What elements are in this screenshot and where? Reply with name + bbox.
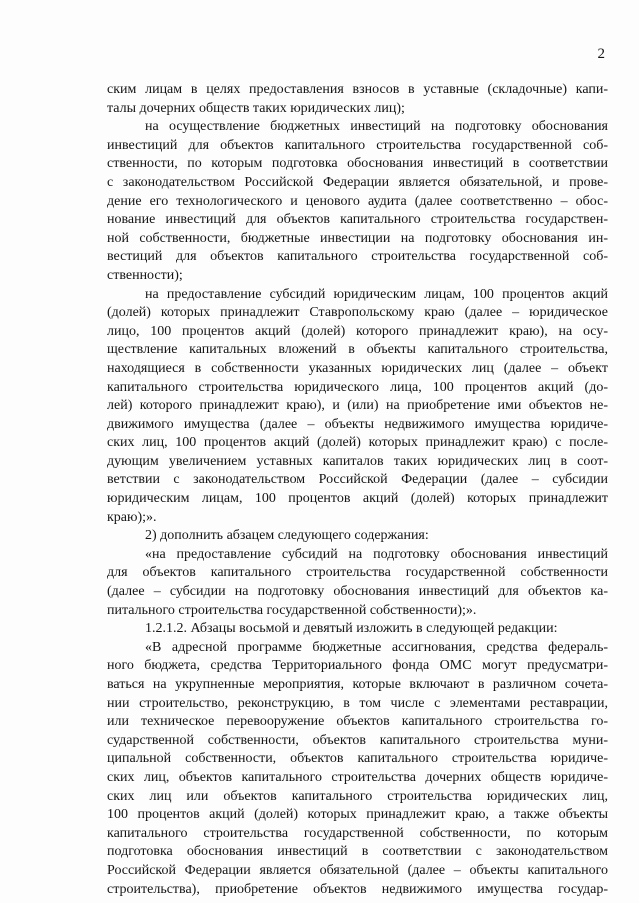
- text-line: движимого имущества (далее – объекты недвижимого имущества юридиче-: [107, 416, 608, 432]
- text-line: Российской Федерации является обязательной (далее – объекты капитального: [107, 862, 608, 878]
- text-line: ских лиц, 100 процентов акций (долей) которых принадлежит краю) с после-: [107, 435, 608, 451]
- text-line: ваться на укрупненные мероприятия, которые включают в различном сочета-: [107, 677, 608, 692]
- text-line: 2) дополнить абзацем следующего содержания:: [145, 528, 429, 544]
- text-line: на предоставление субсидий юридическим лицам, 100 процентов акций: [145, 286, 608, 302]
- text-line: на осуществление бюджетных инвестиций на подготовку обоснования: [145, 119, 608, 135]
- text-line: нование инвестиций для объектов капитального строительства государствен-: [107, 212, 608, 228]
- text-line: «В адресной программе бюджетные ассигнования, средства федераль-: [145, 639, 608, 655]
- text-line: питального строительства государственной собственности);».: [107, 602, 477, 618]
- text-line: капитального строительства юридического лица, 100 процентов акций (до-: [107, 379, 608, 395]
- text-line: ским лицам в целях предоставления взносов в уставные (складочные) капи-: [107, 82, 608, 97]
- text-line: для объектов капитального строительства государственной собственности: [107, 565, 608, 581]
- text-line: ских лиц, объектов капитального строительства дочерних обществ юридиче-: [107, 769, 608, 785]
- text-line: краю);».: [107, 509, 157, 525]
- text-line: ной собственности, бюджетные инвестиции на подготовку обоснования ин-: [107, 230, 608, 246]
- text-line: ственности);: [107, 267, 183, 283]
- text-line: подготовка обоснования инвестиций в соответствии с законодательством: [107, 844, 608, 860]
- text-line: 1.2.1.2. Абзацы восьмой и девятый изложить в следующей редакции:: [145, 621, 558, 637]
- text-line: юридическим лицам, 100 процентов акций (долей) которых принадлежит: [107, 491, 608, 507]
- text-line: ственности, по которым подготовка обоснования инвестиций в соответствии: [107, 156, 608, 172]
- text-line: с законодательством Российской Федерации является обязательной, и прове-: [107, 174, 608, 190]
- text-line: сударственной собственности, объектов капитального строительства муни-: [107, 732, 608, 748]
- document-body: [107, 81, 608, 899]
- text-line: ществление капитальных вложений в объекты капитального строительства,: [107, 342, 608, 358]
- text-line: лей) которого принадлежит краю), и (или) на приобретение ими объектов не-: [107, 398, 608, 414]
- text-line: капитального строительства государственной собственности, по которым: [107, 825, 608, 841]
- text-line: находящиеся в собственности указанных юридических лиц (далее – объект: [107, 360, 608, 376]
- text-line: вестиций для объектов капитального строительства государственной соб-: [107, 249, 608, 265]
- text-line: (далее – субсидии на подготовку обоснования инвестиций для объектов ка-: [107, 584, 608, 600]
- text-line: талы дочерних обществ таких юридических лиц);: [107, 100, 405, 116]
- text-line: лицо, 100 процентов акций (долей) которого принадлежит краю), на осу-: [107, 323, 608, 339]
- text-line: дение его технологического и ценового аудита (далее соответственно – обос-: [107, 193, 608, 209]
- text-line: строительства), приобретение объектов недвижимого имущества государ-: [107, 881, 608, 897]
- text-line: ципальной собственности, объектов капитального строительства юридиче-: [107, 751, 608, 767]
- page-number: 2: [597, 46, 605, 62]
- text-line: ветствии с законодательством Российской Федерации (далее – субсидии: [107, 472, 608, 488]
- text-line: дующим увеличением уставных капиталов таких юридических лиц в соот-: [107, 453, 608, 469]
- text-line: нии строительство, реконструкцию, в том числе с элементами реставрации,: [107, 695, 608, 711]
- text-line: инвестиций для объектов капитального строительства государственной соб-: [107, 137, 608, 153]
- text-line: «на предоставление субсидий на подготовку обоснования инвестиций: [145, 546, 608, 562]
- text-line: или техническое перевооружение объектов капитального строительства го-: [107, 714, 608, 730]
- text-line: ного бюджета, средства Территориального фонда ОМС могут предусматри-: [107, 658, 608, 674]
- text-line: (долей) которых принадлежит Ставропольскому краю (далее – юридическое: [107, 305, 608, 321]
- text-line: 100 процентов акций (долей) которых принадлежит краю, а также объекты: [107, 807, 608, 823]
- text-line: ских лиц или объектов капитального строительства юридических лиц,: [107, 788, 608, 804]
